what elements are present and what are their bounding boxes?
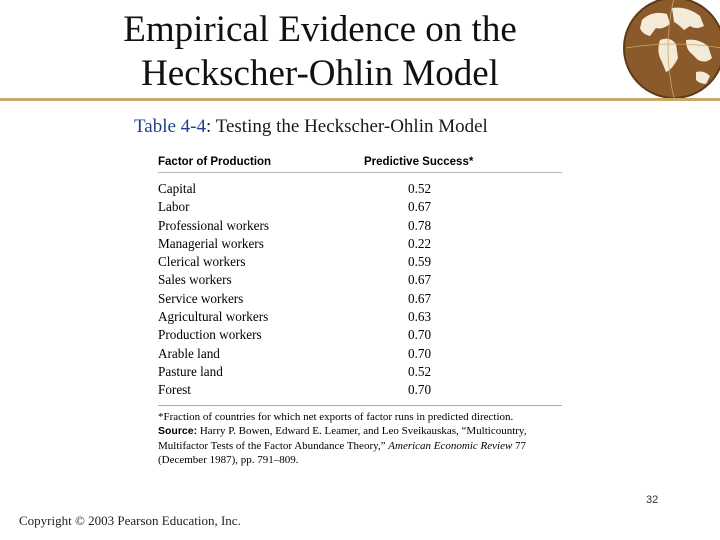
table-row <box>158 290 562 308</box>
table-body <box>158 180 562 400</box>
source-note <box>158 424 562 468</box>
success-cell: 0.63 <box>408 309 432 325</box>
factor-cell: Managerial workers <box>158 235 264 251</box>
table-row <box>158 308 562 326</box>
table-number: Table 4-4 <box>134 116 207 137</box>
success-cell: 0.67 <box>408 272 432 288</box>
success-cell: 0.70 <box>408 327 432 343</box>
copyright-notice: Copyright © 2003 Pearson Education, Inc. <box>19 513 241 528</box>
globe-icon <box>612 0 720 100</box>
table-row <box>158 217 562 235</box>
factor-cell: Production workers <box>158 327 262 343</box>
success-cell: 0.22 <box>408 235 432 251</box>
success-cell: 0.67 <box>408 290 432 306</box>
success-cell: 0.52 <box>408 363 432 379</box>
source-tail: 77 (December 1987), pp. 791–809. <box>158 439 527 467</box>
table-row <box>158 271 562 289</box>
page-number: 32 <box>646 494 659 506</box>
factor-cell: Service workers <box>158 290 244 306</box>
table-row <box>158 198 562 216</box>
factor-cell: Capital <box>158 181 197 196</box>
header-predictive-success: Predictive Success* <box>364 156 474 168</box>
header-factor: Factor of Production <box>158 156 272 168</box>
title-line-2: Heckscher-Ohlin Model <box>141 53 499 94</box>
slide-title <box>60 8 580 96</box>
success-cell: 0.67 <box>408 199 432 215</box>
factor-cell: Pasture land <box>158 363 223 379</box>
table-row <box>158 235 562 253</box>
table-row <box>158 180 562 198</box>
table-row <box>158 381 562 399</box>
factor-cell: Agricultural workers <box>158 309 269 325</box>
table-header <box>158 156 562 173</box>
factor-cell: Sales workers <box>158 272 232 288</box>
factor-cell: Arable land <box>158 345 220 361</box>
source-text: Harry P. Bowen, Edward E. Leamer, and Leo Sveikauskas, “Multicountry, Multifactor Tests of the Factor Abundance Theory,” <box>158 425 527 452</box>
success-cell: 0.52 <box>408 181 432 196</box>
table-row <box>158 345 562 363</box>
footnote: *Fraction of countries for which net exports of factor runs in predicted direction. <box>158 410 514 423</box>
table-caption <box>134 116 488 138</box>
success-cell: 0.78 <box>408 217 432 233</box>
factor-cell: Labor <box>158 199 190 215</box>
title-rule <box>0 98 720 101</box>
success-cell: 0.70 <box>408 382 432 398</box>
factor-cell: Forest <box>158 382 191 398</box>
table-row <box>158 363 562 381</box>
table-caption-text: : Testing the Heckscher-Ohlin Model <box>206 116 488 137</box>
source-label: Source: <box>158 425 198 438</box>
title-line-1: Empirical Evidence on the <box>123 9 517 50</box>
success-cell: 0.70 <box>408 345 432 361</box>
factor-cell: Clerical workers <box>158 254 246 270</box>
table-footnote-area <box>158 405 562 468</box>
table-row <box>158 253 562 271</box>
table-row <box>158 326 562 344</box>
factor-cell: Professional workers <box>158 217 269 233</box>
factor-table <box>158 156 562 468</box>
success-cell: 0.59 <box>408 254 432 270</box>
source-journal: American Economic Review <box>388 439 513 452</box>
